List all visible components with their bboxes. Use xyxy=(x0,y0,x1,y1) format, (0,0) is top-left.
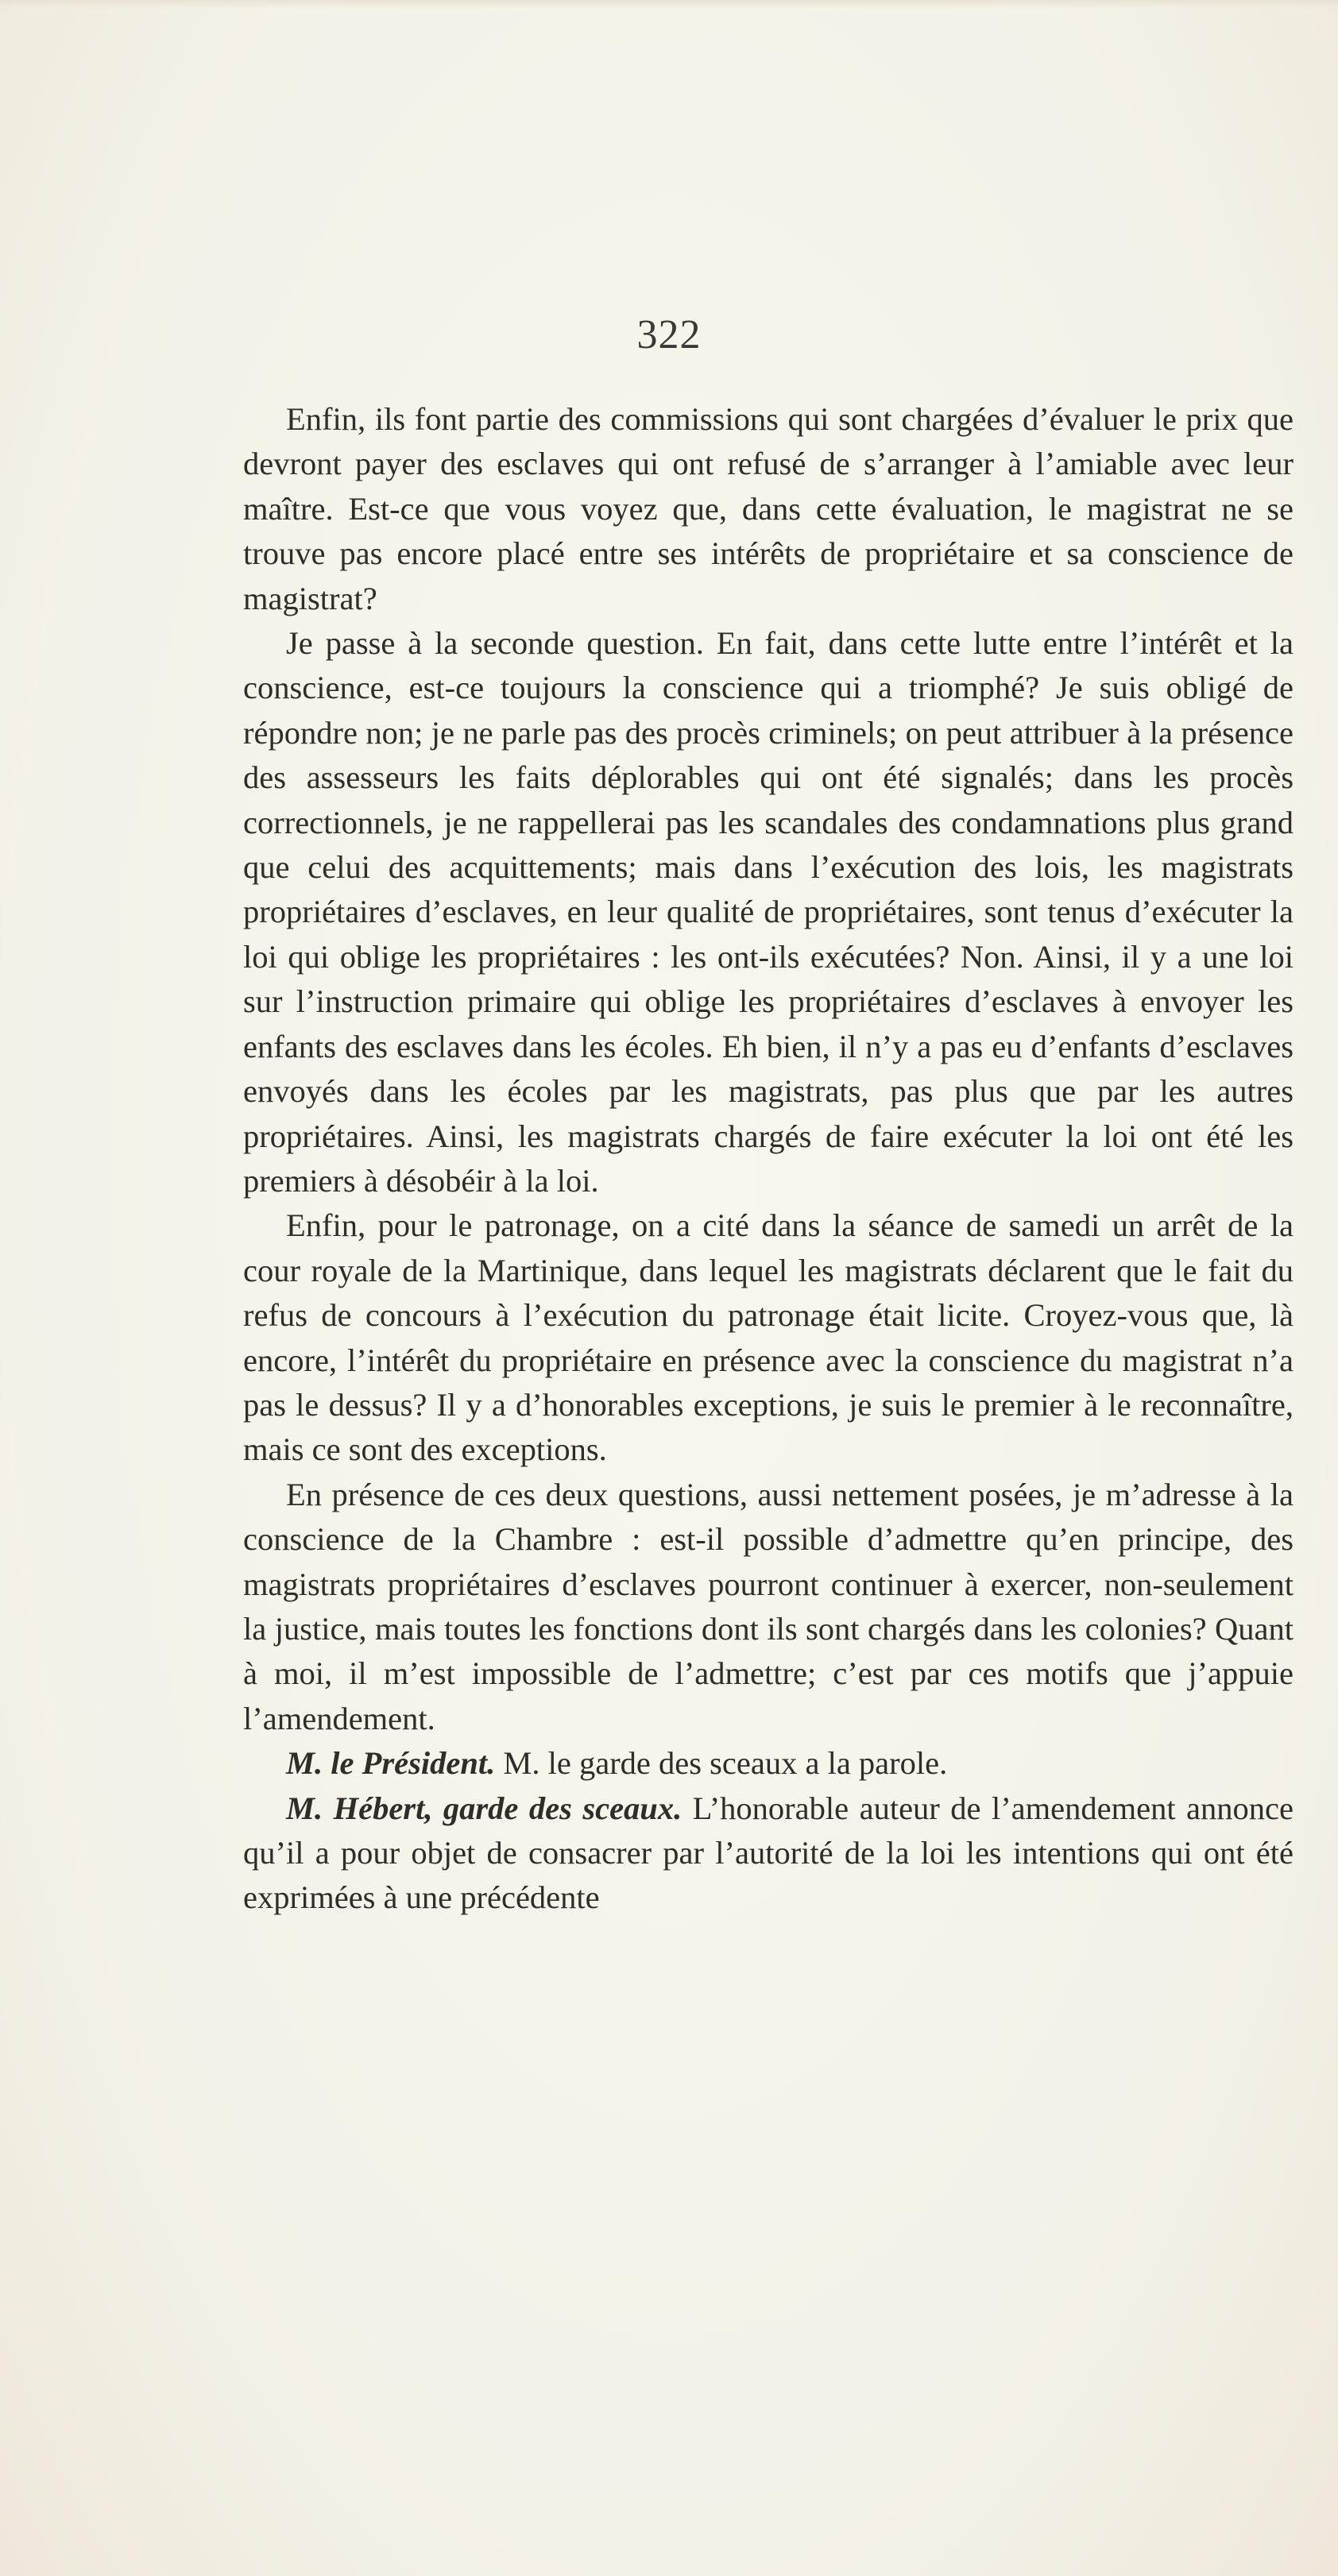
paragraph-text: Enfin, pour le patronage, on a cité dans la séance de samedi un arrêt de la cour royale de la Martinique, dans lequel les magistrats déclarent que le fait du refus de concours à l’exécution du patronage était licite. Croyez-vous que, là encore, l’intérêt du propriétaire en présence avec la conscience du magistrat n’a pas le dessus? Il y a d’honorables exceptions, je suis le premier à le reconnaître, mais ce sont des exceptions. xyxy=(243,1207,1294,1468)
paragraph xyxy=(243,1741,1294,1786)
paragraph xyxy=(243,1786,1294,1921)
paragraph xyxy=(243,1203,1294,1472)
page-edge-shadow xyxy=(0,0,1338,8)
paragraph xyxy=(243,397,1294,621)
paragraph xyxy=(243,621,1294,1203)
paragraph-text: L’honorable auteur de l’amendement annonce qu’il a pour objet de consacrer par l’autorité de la loi les intentions qui ont été exprimées à une précédente xyxy=(243,1790,1294,1916)
speaker-label: M. le Président. xyxy=(286,1745,496,1782)
paragraph-text: Je passe à la seconde question. En fait, dans cette lutte entre l’intérêt et la conscience, est-ce toujours la conscience qui a triomphé? Je suis obligé de répondre non; je ne parle pas des procès criminels; on peut attribuer à la présence des assesseurs les faits déplorables qui ont été signalés; dans les procès correctionnels, je ne rappellerai pas les scandales des condamnations plus grand que celui des acquittements; mais dans l’exécution des lois, les magistrats propriétaires d’esclaves, en leur qualité de propriétaires, sont tenus d’exécuter la loi qui oblige les propriétaires : les ont-ils exécutées? Non. Ainsi, il y a une loi sur l’instruction primaire qui oblige les propriétaires d’esclaves à envoyer les enfants des esclaves dans les écoles. Eh bien, il n’y a pas eu d’enfants d’esclaves envoyés dans les écoles par les magistrats, pas plus que par les autres propriétaires. Ainsi, les magistrats chargés de faire exécuter la loi ont été les premiers à désobéir à la loi. xyxy=(243,625,1294,1199)
paragraph xyxy=(243,1473,1294,1741)
paragraph-text: En présence de ces deux questions, aussi nettement posées, je m’adresse à la conscience de la Chambre : est-il possible d’admettre qu’en principe, des magistrats propriétaires d’esclaves pourront continuer à exercer, non-seulement la justice, mais toutes les fonctions dont ils sont chargés dans les colonies? Quant à moi, il m’est impossible de l’admettre; c’est par ces motifs que j’appuie l’amendement. xyxy=(243,1476,1294,1736)
page-number: 322 xyxy=(636,312,702,357)
body-text xyxy=(243,397,1294,1921)
paragraph-text: M. le garde des sceaux a la parole. xyxy=(503,1745,948,1782)
speaker-label: M. Hébert, garde des sceaux. xyxy=(286,1790,683,1826)
paragraph-text: Enfin, ils font partie des commissions qui sont chargées d’évaluer le prix que devront payer des esclaves qui ont refusé de s’arranger à l’amiable avec leur maître. Est-ce que vous voyez que, dans cette évaluation, le magistrat ne se trouve pas encore placé entre ses intérêts de propriétaire et sa conscience de magistrat? xyxy=(243,401,1294,616)
